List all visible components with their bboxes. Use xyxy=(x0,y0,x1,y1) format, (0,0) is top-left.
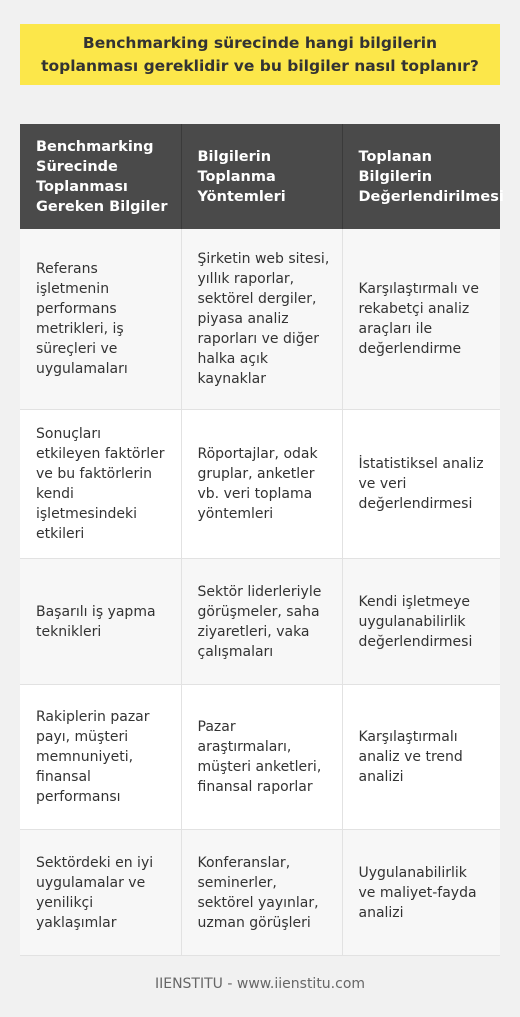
table-cell: İstatistiksel analiz ve veri değerlendirmesi xyxy=(342,410,500,559)
table-cell: Karşılaştırmalı ve rekabetçi analiz araçları ile değerlendirme xyxy=(342,229,500,410)
table-cell: Sektördeki en iyi uygulamalar ve yenilikçi yaklaşımlar xyxy=(20,830,181,956)
table-cell: Başarılı iş yapma teknikleri xyxy=(20,559,181,685)
page-title: Benchmarking sürecinde hangi bilgilerin toplanması gereklidir ve bu bilgiler nasıl toplanır? xyxy=(20,24,500,85)
table-cell: Rakiplerin pazar payı, müşteri memnuniyeti, finansal performansı xyxy=(20,685,181,830)
benchmarking-table xyxy=(20,124,504,956)
table-row xyxy=(20,229,500,410)
table-cell: Pazar araştırmaları, müşteri anketleri, finansal raporlar xyxy=(181,685,342,830)
table-cell: Karşılaştırmalı analiz ve trend analizi xyxy=(342,685,500,830)
table-cell: Şirketin web sitesi, yıllık raporlar, sektörel dergiler, piyasa analiz raporları ve diğer halka açık kaynaklar xyxy=(181,229,342,410)
table-cell: Referans işletmenin performans metrikleri, iş süreçleri ve uygulamaları xyxy=(20,229,181,410)
table-cell: Kendi işletmeye uygulanabilirlik değerlendirmesi xyxy=(342,559,500,685)
table-cell: Sektör liderleriyle görüşmeler, saha ziyaretleri, vaka çalışmaları xyxy=(181,559,342,685)
column-header-information: Benchmarking Sürecinde Toplanması Gereken Bilgiler xyxy=(20,124,181,229)
table-cell: Sonuçları etkileyen faktörler ve bu faktörlerin kendi işletmesindeki etkileri xyxy=(20,410,181,559)
table-cell: Röportajlar, odak gruplar, anketler vb. veri toplama yöntemleri xyxy=(181,410,342,559)
table-row xyxy=(20,830,500,956)
footer-credit: IIENSTITU - www.iienstitu.com xyxy=(154,976,366,992)
table-row xyxy=(20,685,500,830)
table-row xyxy=(20,559,500,685)
table-cell: Konferanslar, seminerler, sektörel yayınlar, uzman görüşleri xyxy=(181,830,342,956)
column-header-evaluation: Toplanan Bilgilerin Değerlendirilmesi xyxy=(342,124,500,229)
table-header-row xyxy=(20,124,500,229)
table-row xyxy=(20,410,500,559)
table-cell: Uygulanabilirlik ve maliyet-fayda analizi xyxy=(342,830,500,956)
column-header-methods: Bilgilerin Toplanma Yöntemleri xyxy=(181,124,342,229)
